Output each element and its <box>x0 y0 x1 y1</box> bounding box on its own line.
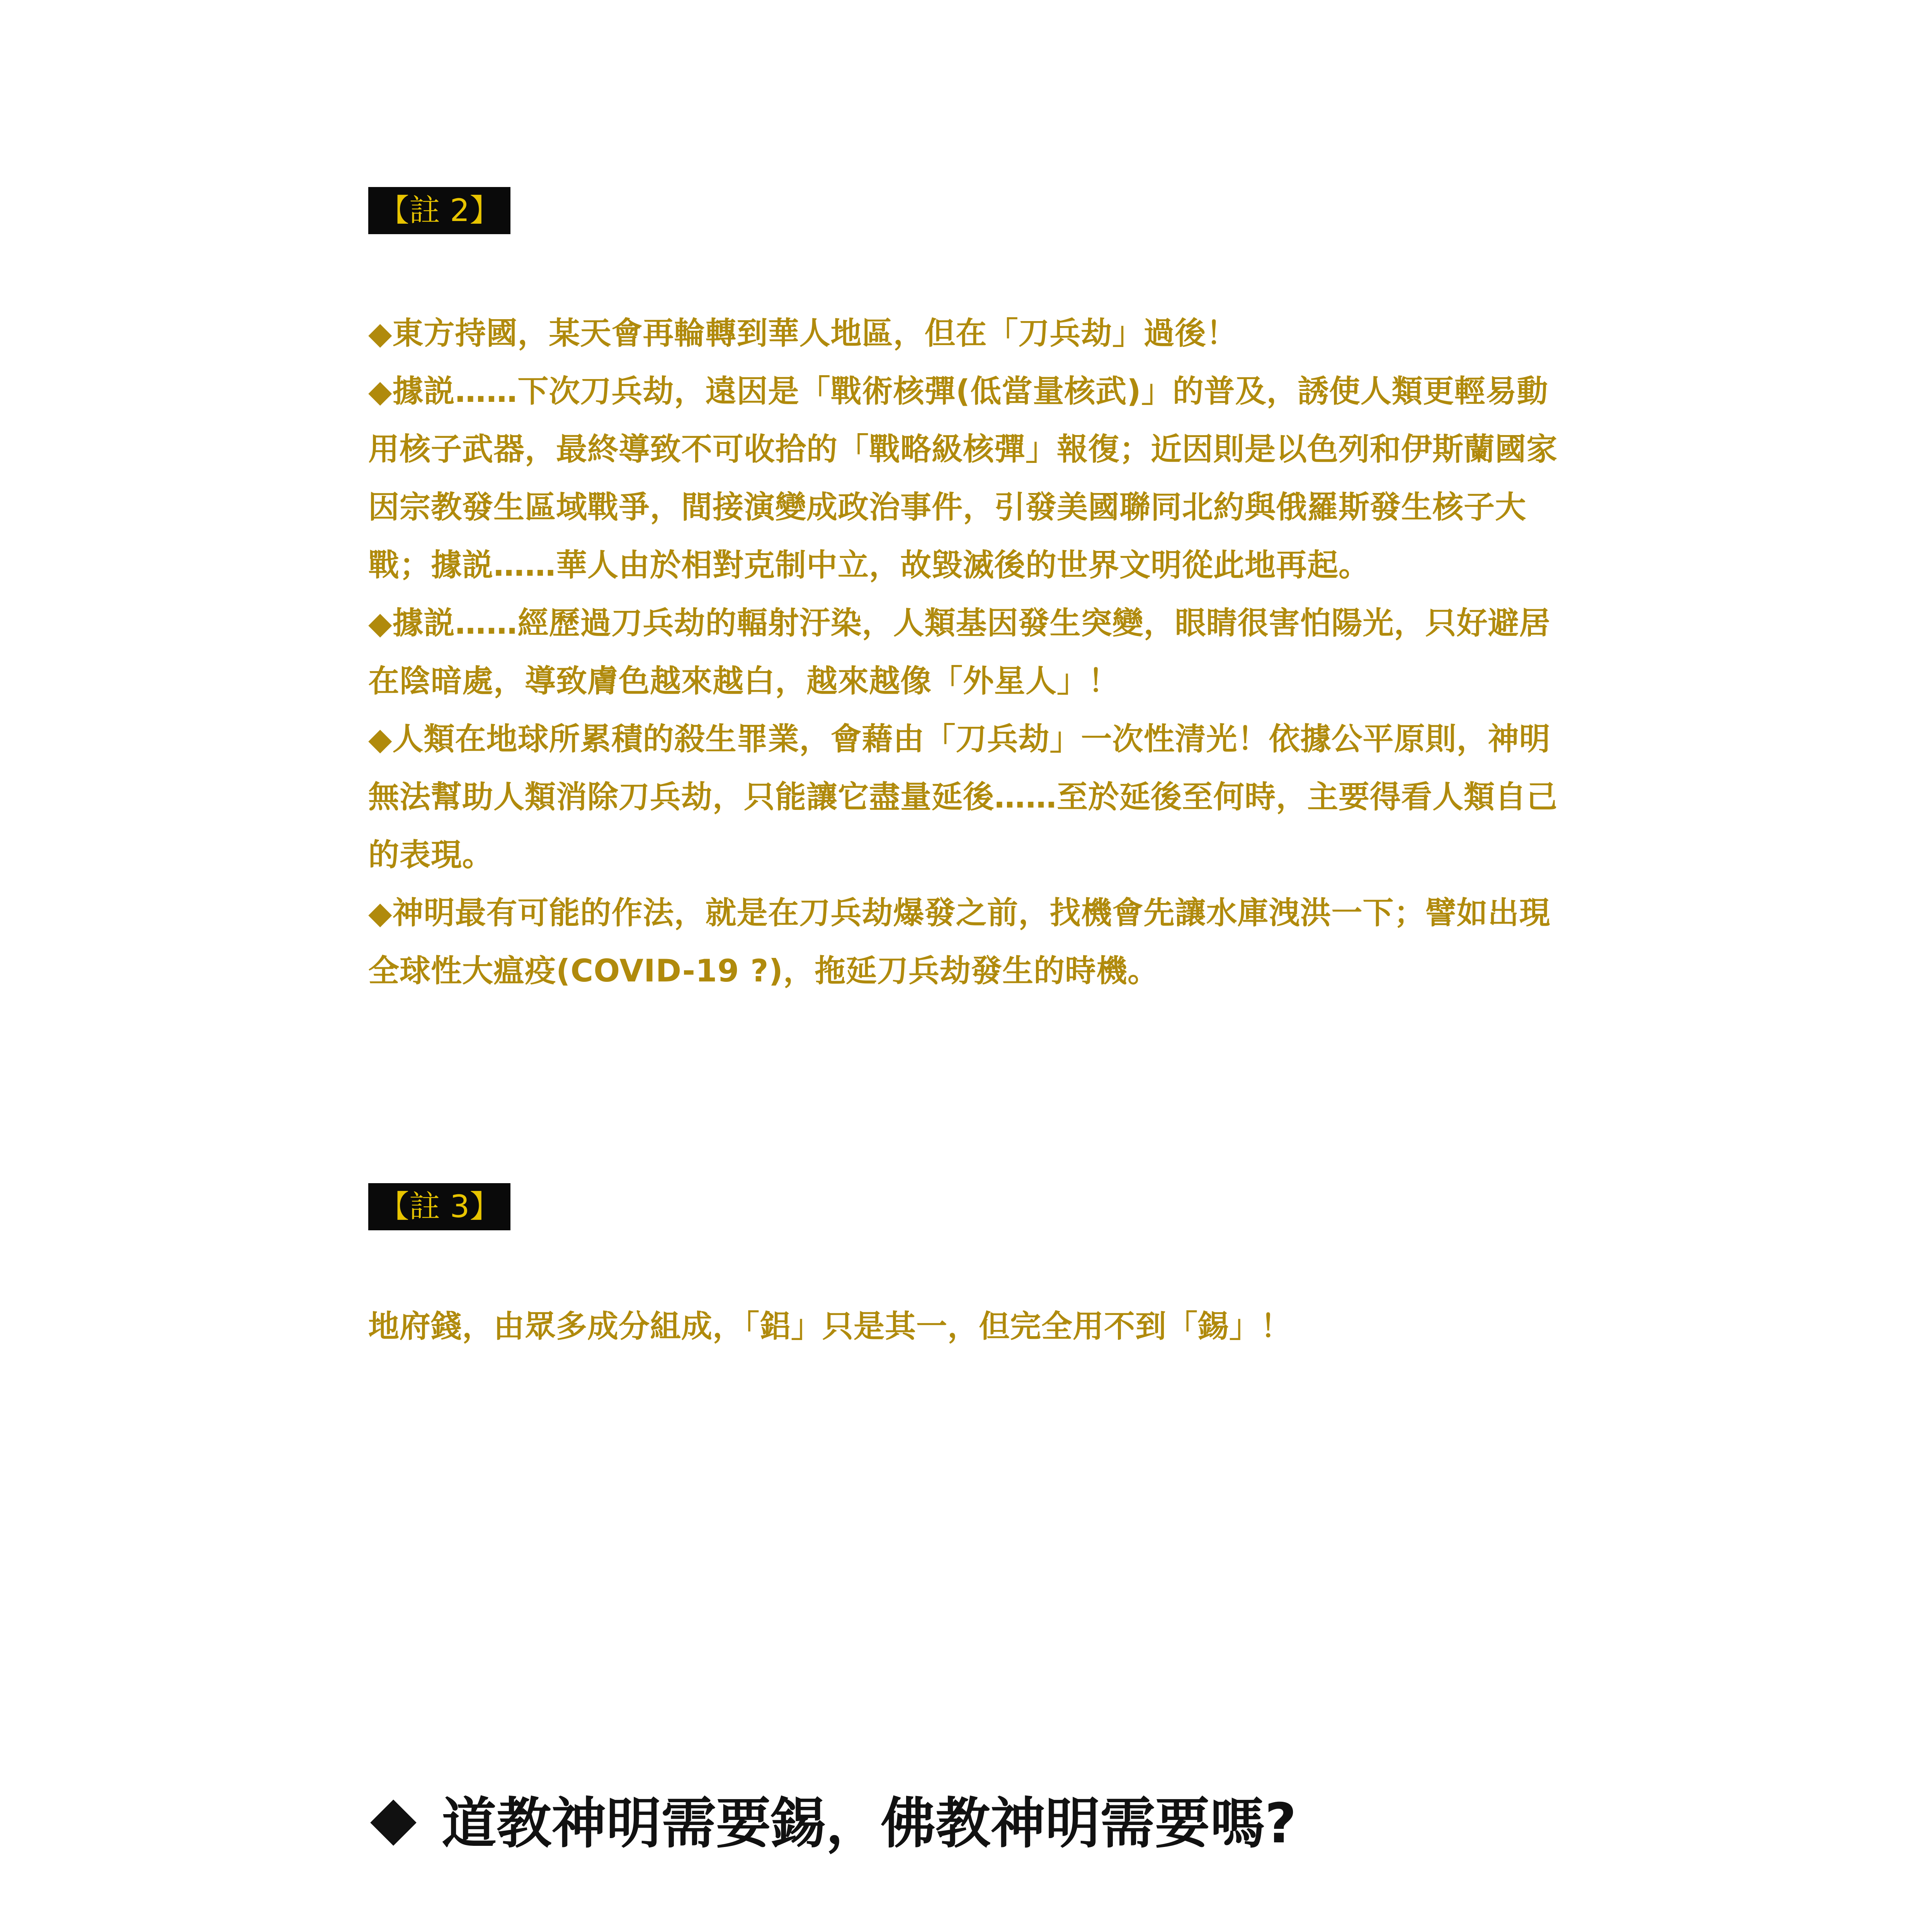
diamond-icon <box>368 1785 418 1862</box>
note-2-paragraph: ◆據説……經歷過刀兵劫的輻射汙染，人類基因發生突變，眼睛很害怕陽光，只好避居在陰暗處，導致膚色越來越白，越來越像「外星人」！ <box>368 605 1551 699</box>
note-2-tag: 【註 2】 <box>368 187 510 234</box>
note-2-body <box>368 304 1574 1000</box>
note-2-paragraph: ◆據説……下次刀兵劫，遠因是「戰術核彈(低當量核武)」的普及，誘使人類更輕易動用核子武器，最終導致不可收拾的「戰略級核彈」報復；近因則是以色列和伊斯蘭國家因宗教發生區域戰爭，間接演變成政治事件，引發美國聯同北約與俄羅斯發生核子大戰；據説……華人由於相對克制中立，故毀滅後的世界文明從此地再起。 <box>368 373 1558 583</box>
section-heading-text: 道教神明需要錫，佛教神明需要嗎? <box>442 1792 1297 1855</box>
section-heading <box>368 1785 1643 1862</box>
note-3-paragraph: 地府錢，由眾多成分組成，「鋁」只是其一，但完全用不到「錫」！ <box>368 1308 1292 1344</box>
note-2-paragraph: ◆東方持國，某天會再輪轉到華人地區，但在「刀兵劫」過後！ <box>368 315 1238 351</box>
note-3-body <box>368 1298 1574 1355</box>
note-2-paragraph: ◆神明最有可能的作法，就是在刀兵劫爆發之前，找機會先讓水庫洩洪一下；譬如出現全球性大瘟疫(COVID-19 ?)，拖延刀兵劫發生的時機。 <box>368 895 1551 989</box>
note-2-paragraph: ◆人類在地球所累積的殺生罪業，會藉由「刀兵劫」一次性清光！依據公平原則，神明無法幫助人類消除刀兵劫，只能讓它盡量延後……至於延後至何時，主要得看人類自己的表現。 <box>368 721 1558 873</box>
note-3-tag: 【註 3】 <box>368 1183 510 1230</box>
